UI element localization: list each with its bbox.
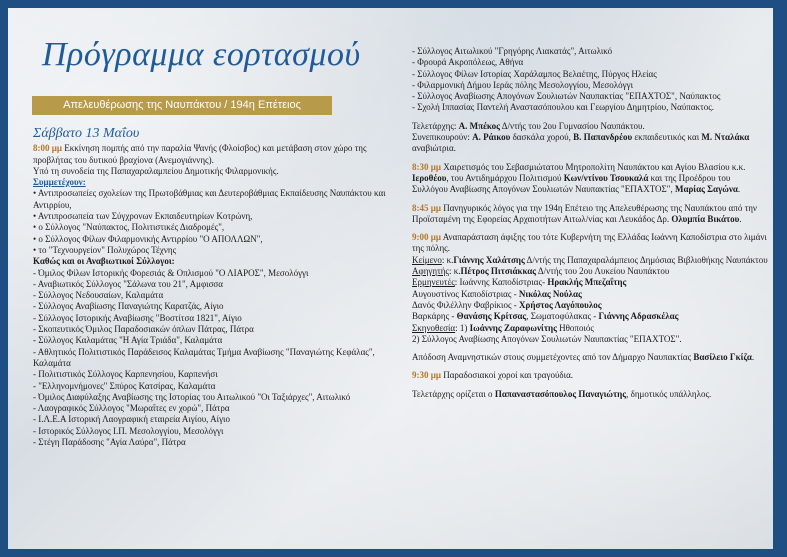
club-item: - Φρουρά Ακροπόλεως, Αθήνα: [412, 57, 524, 68]
actors-credit: Ερμηνευτές: Ιωάννης Καποδίστριας- Ηρακλής Μπεζαΐτης: [412, 277, 627, 288]
actors-credit-2: Αυγουστίνος Καποδίστριας - Νικόλας Νούλας: [412, 288, 582, 299]
club-item: - Σύλλογος Φίλων Ιστορίας Χαράλαμπος Βελαέτης, Πύργος Ηλείας: [412, 68, 657, 79]
club-item: - Σύλλογος Αναβίωσης Απογόνων Σουλιωτών Ναυπακτίας "ΕΠΑΧΤΟΣ", Ναύπακτος: [412, 91, 721, 102]
emcee-closing: Τελετάρχης ορίζεται ο Παπαναστασόπουλος Παναγιώτης, δημοτικός υπάλληλος.: [412, 388, 712, 399]
day-heading: Σάββατο 13 Μαΐου: [33, 126, 140, 141]
participant-item: • το "Τεχνουργείον" Πολυχώρος Τέχνης: [33, 244, 177, 255]
club-item: - Στέγη Παράδοσης "Αγία Λαύρα", Πάτρα: [33, 437, 186, 448]
event-reenactment: 9:00 μμ Αναπαράσταση άφιξης του τότε Κυβερνήτη της Ελλάδας Ιωάννη Καποδίστρια στο λιμάνι της πόλης.: [412, 232, 767, 254]
participant-item: • ο Σύλλογος Φίλων Φιλαρμονικής Αντιρρίου "Ο ΑΠΟΛΛΩΝ",: [33, 233, 263, 244]
event-dances: 9:30 μμ Παραδοσιακοί χοροί και τραγούδια.: [412, 370, 574, 381]
program-page: [8, 8, 773, 549]
club-item: - Φιλαρμονική Δήμου Ιεράς πόλης Μεσολογγίου, Μεσολόγγι: [412, 79, 634, 90]
awards-line: Απόδοση Αναμνηστικών στους συμμετέχοντες από τον Δήμαρχο Ναυπακτίας Βασίλειο Γκίζα.: [412, 352, 755, 363]
narrator-credit: Αφηγητής: κ.Πέτρος Πιτσιάκκας Δ/ντής του 2ου Λυκείου Ναυπάκτου: [412, 266, 670, 277]
participants-label: Συμμετέχουν:: [33, 177, 86, 188]
actors-credit-3: Δανός Φιλέλλην Φαβρίκιος - Χρήστος Λαγόπουλος: [412, 299, 602, 310]
club-item: - Σύλλογος Αναβίωσης Παναγιώτης Καρατζάς, Αίγιο: [33, 301, 224, 312]
clubs-label: Καθώς και οι Αναβιωτικοί Σύλλογοι:: [33, 256, 175, 267]
participants-list: [33, 188, 405, 256]
left-column: [33, 128, 405, 448]
club-item: - Αναβιωτικός Σύλλογος "Σάλωνα του 21", Αμφισσα: [33, 278, 224, 289]
club-item: - Αθλητικός Πολιτιστικός Παράδεισος Καλαμάτας Τμήμα Αναβίωσης "Παναγιώτης Κεφάλας", Καλαμάτα: [33, 346, 375, 368]
event-text: Εκκίνηση πομπής από την παραλία Ψανής (Φλοίσβος) και μετάβαση στον χώρο της προβλήτας του δυτικού βραχίονα (Ανεμογιάννης).: [33, 143, 367, 165]
event-time: 8:00 μμ: [33, 143, 62, 154]
club-item: - Σύλλογος Νεδουσαίων, Καλαμάτα: [33, 290, 164, 301]
club-item: - "Ελληνομνήμονες" Σπύρος Κατσίρας, Καλαμάτα: [33, 380, 216, 391]
club-item: - Ιστορικός Σύλλογος Ι.Π. Μεσολογγίου, Μεσολόγγι: [33, 425, 224, 436]
club-item: - Όμιλος Διαφύλαξης Αναβίωσης της Ιστορίας του Αιτωλικού "Οι Ταξιάρχες", Αιτωλικό: [33, 391, 351, 402]
anniversary-banner: Απελευθέρωσης της Ναυπάκτου / 194η Επέτειος: [32, 96, 332, 115]
emcee-line: Τελετάρχης: Α. Μπέκος Δ/ντής του 2ου Γυμνασίου Ναυπάκτου.: [412, 120, 645, 131]
actors-credit-4: Βαρκάρης - Θανάσης Κρίτσας, Σωματοφύλακας - Γιάννης Αδρασκέλας: [412, 311, 679, 322]
club-item: - Σχολή Ιππασίας Παντελή Αναστασόπουλου και Γεωργίου Δημητρίου, Ναύπακτος.: [412, 102, 715, 113]
clubs-list-continued: [412, 46, 768, 114]
club-item: - Σύλλογος Ιστορικής Αναβίωσης "Βοστίτσα 1821", Αίγιο: [33, 312, 242, 323]
event-speech: 8:45 μμ Πανηγυρικός λόγος για την 194η Επέτειο της Απελευθέρωσης της Ναυπάκτου από την Προϊσταμένη της Εφορείας Αρχαιοτήτων Αιτωλ/νίας και Λευκάδος Δρ. Ολυμπία Βικάτου.: [412, 202, 757, 224]
director-credit-2: 2) Σύλλογος Αναβίωσης Απογόνων Σουλιωτών Ναυπακτίας "ΕΠΑΧΤΟΣ".: [412, 333, 682, 344]
clubs-list: [33, 268, 405, 449]
participant-item: • Αντιπροσωπεία των Σύγχρονων Εκπαιδευτηρίων Κοτρώνη,: [33, 211, 253, 222]
page-title: Πρόγραμμα εορτασμού: [42, 36, 361, 73]
club-item: - Σκοπευτικός Όμιλος Παραδοσιακών όπλων Πάτρας, Πάτρα: [33, 324, 254, 335]
director-credit: Σκηνοθεσία: 1) Ιωάννης Ζαραφωνίτης Ηθοποιός: [412, 322, 594, 333]
participant-item: • Αντιπροσωπείες σχολείων της Πρωτοβάθμιας και Δευτεροβάθμιας Εκπαίδευσης Ναυπάκτου και Αντιρρίου,: [33, 188, 386, 210]
club-item: - Λαογραφικός Σύλλογος "Μωραΐτες εν χορώ", Πάτρα: [33, 403, 230, 414]
club-item: - Σύλλογος Καλαμάτας "Η Αγία Τριάδα", Καλαμάτα: [33, 335, 223, 346]
club-item: - Όμιλος Φίλων Ιστορικής Φορεσιάς & Οπλισμού "Ο ΛΙΑΡΟΣ", Μεσολόγγι: [33, 267, 309, 278]
event-start-parade: [33, 143, 405, 166]
participant-item: • ο Σύλλογος "Ναύπακτος, Πολιτιστικές Διαδρομές",: [33, 222, 225, 233]
event-greetings: 8:30 μμ Χαιρετισμός του Σεβασμιώτατου Μητροπολίτη Ναυπάκτου και Αγίου Βλασίου κ.κ. Ιεροθέου, του Αντιδημάρχου Πολιτισμού Κων/ντίνου Τσουκαλά και της Προέδρου του Συλλόγου Αναβίωσης Απογόνων Σουλιωτών Ναυπακτίας "ΕΠΑΧΤΟΣ", Μαρίας Σαγώνα.: [412, 161, 746, 195]
coordinators-line: Συνεπικουρούν: Α. Ράικου δασκάλα χορού, Β. Παπανδρέου εκπαιδευτικός και Μ. Νταλάκα αναβιώτρια.: [412, 132, 750, 154]
club-item: - Σύλλογος Αιτωλικού "Γρηγόρης Λιακατάς", Αιτωλικό: [412, 46, 613, 56]
text-credit: Κείμενο: κ.Γιάννης Χαλάτσης Δ/ντής της Παπαχαραλάμπειος Δημόσιας Βιβλιοθήκης Ναυπάκτου: [412, 254, 768, 265]
club-item: - Ι.Λ.Ε.Α Ιστορική Λαογραφική εταιρεία Αιγίου, Αίγιο: [33, 414, 230, 425]
event-note: Υπό τη συνοδεία της Παπαχαραλαμπείου Δημοτικής Φιλαρμονικής.: [33, 165, 279, 176]
club-item: - Πολιτιστικός Σύλλογος Καρπενησίου, Καρπενήσι: [33, 369, 218, 380]
right-column: [412, 46, 768, 400]
